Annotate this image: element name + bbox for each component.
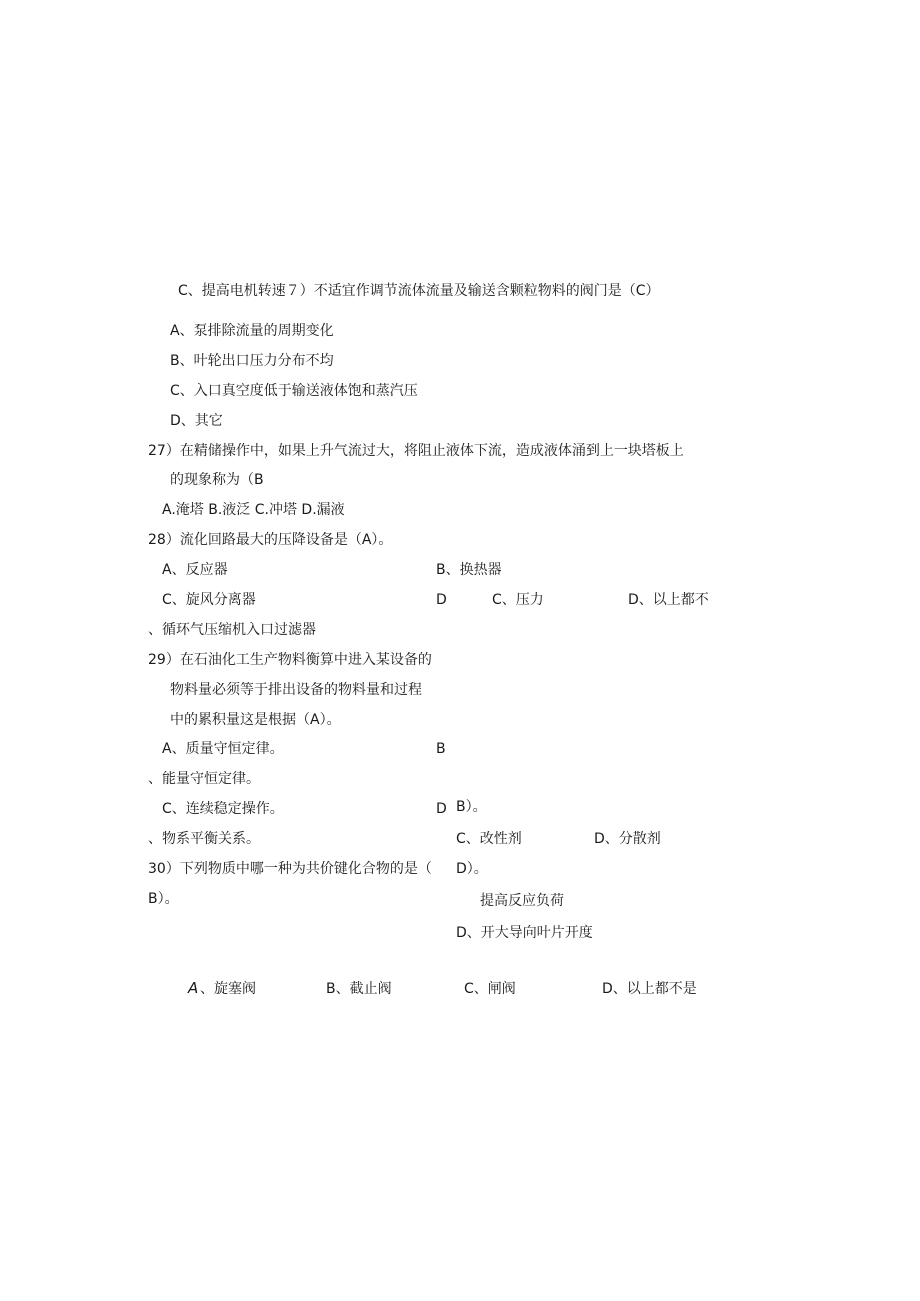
q28-option-b: B、换热器: [436, 562, 502, 578]
question-29: 29）在石油化工生产物料衡算中进入某设备的: [148, 652, 432, 668]
question-27-cont: 的现象称为（B: [170, 472, 264, 488]
q29-option-d: 、物系平衡关系。: [148, 831, 260, 847]
final-option-a: 、旋塞阀: [200, 981, 256, 997]
q29-option-a: A、质量守恒定律。: [162, 741, 284, 757]
question-29-cont2: 中的累积量这是根据（A）。: [170, 712, 341, 728]
option-d: D、其它: [170, 413, 223, 429]
question-28: 28）流化回路最大的压降设备是（A）。: [148, 532, 393, 548]
final-option-a-label: A: [188, 979, 199, 997]
q29-option-d-label: D: [436, 801, 447, 817]
final-option-d: D、以上都不是: [602, 981, 697, 997]
q28-option-a: A、反应器: [162, 562, 228, 578]
option-b: B、叶轮出口压力分布不均: [170, 353, 334, 369]
option-d-dispersant: D、分散剂: [594, 831, 661, 847]
answer-fragment: B）。: [456, 799, 487, 815]
final-option-b: B、截止阀: [326, 981, 392, 997]
question-30: 30）下列物质中哪一种为共价键化合物的是（: [148, 861, 432, 877]
q29-option-b-label: B: [436, 741, 446, 757]
question-27: 27）在精储操作中，如果上升气流过大，将阻止液体下流，造成液体涌到上一块塔板上: [148, 443, 684, 459]
question-27-options: A.淹塔 B.液泛 C.冲塔 D.漏液: [162, 502, 345, 518]
text-line: C、提高电机转速７）不适宜作调节流体流量及输送含颗粒物料的阀门是（C）: [178, 283, 660, 299]
option-d-vanes: D、开大导向叶片开度: [456, 925, 593, 941]
option-c-modifier: C、改性剂: [456, 831, 522, 847]
q29-option-b: 、能量守恒定律。: [148, 771, 260, 787]
final-option-c: C、闸阀: [464, 981, 516, 997]
q28-option-d-label: D: [436, 592, 447, 608]
answer-fragment: D）。: [456, 861, 488, 877]
q28-option-c2: C、压力: [492, 592, 544, 608]
q28-option-d2: D、以上都不: [628, 592, 709, 608]
q28-option-d-text: 、循环气压缩机入口过滤器: [148, 622, 316, 638]
question-29-cont1: 物料量必须等于排出设备的物料量和过程: [170, 682, 422, 698]
option-c: C、入口真空度低于输送液体饱和蒸汽压: [170, 383, 418, 399]
q28-option-c: C、旋风分离器: [162, 592, 256, 608]
q29-option-c: C、连续稳定操作。: [162, 801, 284, 817]
option-increase-load: 提高反应负荷: [480, 893, 564, 909]
option-a: A、泵排除流量的周期变化: [170, 323, 334, 339]
question-30-cont: B）。: [148, 891, 179, 907]
